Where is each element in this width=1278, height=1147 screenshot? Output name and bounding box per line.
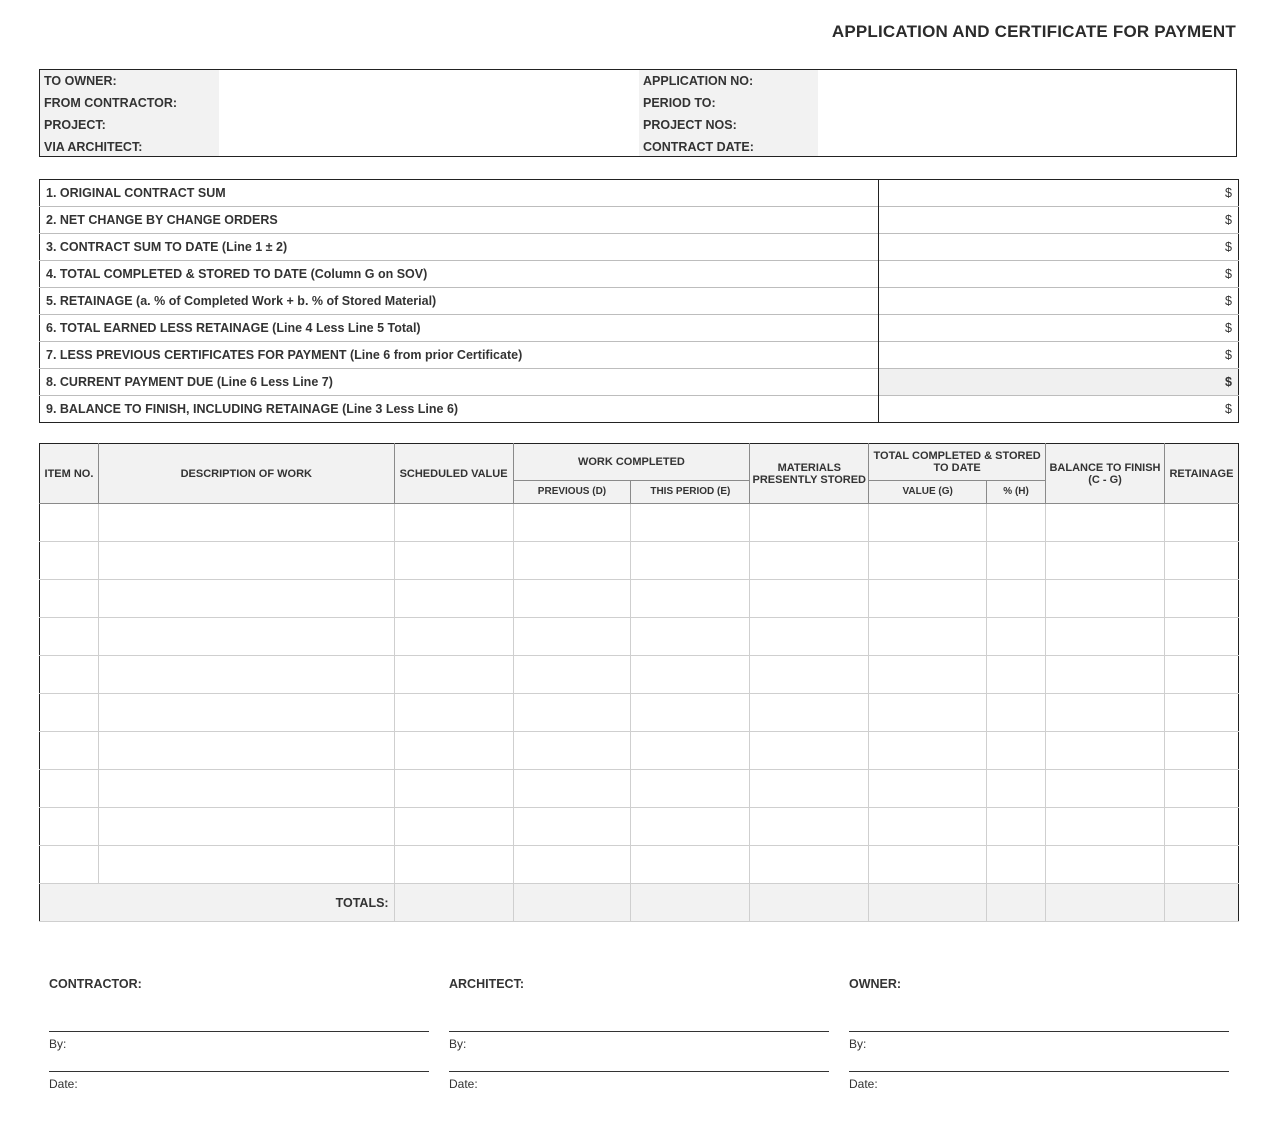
table-cell[interactable]	[1164, 504, 1238, 542]
architect-signature-block	[449, 977, 829, 1091]
signature-role: OWNER:	[849, 977, 902, 991]
right-labels	[639, 70, 818, 156]
table-cell[interactable]	[394, 808, 513, 846]
table-cell[interactable]	[98, 808, 394, 846]
summary-amount-field[interactable]: $	[1225, 186, 1232, 200]
table-cell[interactable]	[1164, 542, 1238, 580]
summary-label: 4. TOTAL COMPLETED & STORED TO DATE (Column G on SOV)	[40, 261, 879, 288]
summary-amount-field[interactable]: $	[879, 288, 1239, 315]
totals-label: TOTALS:	[40, 884, 395, 922]
table-cell[interactable]	[750, 732, 869, 770]
table-cell[interactable]	[631, 656, 750, 694]
table-cell[interactable]	[513, 770, 631, 808]
table-row	[40, 656, 1239, 694]
table-cell[interactable]	[631, 808, 750, 846]
work-completed-header: WORK COMPLETED	[513, 444, 750, 481]
summary-row	[40, 342, 1239, 369]
table-cell[interactable]	[1046, 618, 1165, 656]
description-header: DESCRIPTION OF WORK	[98, 444, 394, 504]
table-row	[40, 846, 1239, 884]
table-cell[interactable]	[98, 504, 394, 542]
application-no-label: APPLICATION NO:	[643, 74, 754, 88]
total-cell[interactable]	[394, 884, 513, 922]
table-row	[40, 504, 1239, 542]
table-cell[interactable]	[869, 542, 987, 580]
scheduled-value-header: SCHEDULED VALUE	[394, 444, 513, 504]
table-cell[interactable]	[394, 846, 513, 884]
date-label: Date:	[849, 1077, 878, 1091]
table-cell[interactable]	[394, 542, 513, 580]
schedule-of-values-table	[39, 443, 1239, 922]
summary-label: 7. LESS PREVIOUS CERTIFICATES FOR PAYMENT (Line 6 from prior Certificate)	[40, 342, 879, 369]
summary-label: 8. CURRENT PAYMENT DUE (Line 6 Less Line 7)	[40, 369, 879, 396]
signature-role: ARCHITECT:	[449, 977, 524, 991]
table-cell[interactable]	[40, 808, 99, 846]
table-cell[interactable]	[394, 770, 513, 808]
item-no-header: ITEM NO.	[40, 444, 99, 504]
sov-body	[40, 504, 1239, 922]
table-cell[interactable]	[987, 504, 1046, 542]
summary-amount-field[interactable]: $	[879, 342, 1239, 369]
table-cell[interactable]	[40, 504, 99, 542]
retainage-header: RETAINAGE	[1164, 444, 1238, 504]
summary-row	[40, 315, 1239, 342]
table-cell[interactable]	[750, 770, 869, 808]
total-cell[interactable]	[631, 884, 750, 922]
table-cell[interactable]	[750, 808, 869, 846]
left-labels	[40, 70, 219, 156]
contract-date-label: CONTRACT DATE:	[643, 140, 754, 154]
table-row	[40, 770, 1239, 808]
table-cell[interactable]	[513, 542, 631, 580]
table-cell[interactable]	[1046, 846, 1165, 884]
table-cell[interactable]	[1164, 770, 1238, 808]
table-cell[interactable]	[869, 504, 987, 542]
summary-amount-field[interactable]: $	[879, 315, 1239, 342]
table-cell[interactable]	[987, 618, 1046, 656]
page-title: APPLICATION AND CERTIFICATE FOR PAYMENT	[831, 22, 1236, 41]
table-cell[interactable]	[1164, 808, 1238, 846]
payment-summary-table	[39, 179, 1239, 423]
summary-amount-field[interactable]: $	[879, 369, 1239, 396]
summary-amount-field[interactable]: $	[879, 207, 1239, 234]
table-cell[interactable]	[513, 732, 631, 770]
project-nos-label: PROJECT NOS:	[643, 118, 737, 132]
table-cell[interactable]	[1046, 542, 1165, 580]
table-cell[interactable]	[394, 732, 513, 770]
summary-row	[40, 261, 1239, 288]
via-architect-label: VIA ARCHITECT:	[44, 140, 143, 154]
summary-label: 6. TOTAL EARNED LESS RETAINAGE (Line 4 Less Line 5 Total)	[40, 315, 879, 342]
table-cell[interactable]	[394, 694, 513, 732]
summary-row	[40, 288, 1239, 315]
table-row	[40, 580, 1239, 618]
table-cell[interactable]	[40, 618, 99, 656]
table-cell[interactable]	[1164, 618, 1238, 656]
table-cell[interactable]	[750, 580, 869, 618]
table-cell[interactable]	[513, 504, 631, 542]
summary-amount-field[interactable]: $	[879, 261, 1239, 288]
table-cell[interactable]	[98, 770, 394, 808]
this-period-header: THIS PERIOD (E)	[631, 481, 750, 504]
table-cell[interactable]	[631, 580, 750, 618]
table-cell[interactable]	[1046, 694, 1165, 732]
table-cell[interactable]	[987, 580, 1046, 618]
date-line[interactable]	[849, 1071, 1229, 1072]
total-cell[interactable]	[869, 884, 987, 922]
table-row	[40, 542, 1239, 580]
table-cell[interactable]	[40, 732, 99, 770]
by-label: By:	[449, 1037, 467, 1051]
table-cell[interactable]	[750, 618, 869, 656]
table-cell[interactable]	[513, 846, 631, 884]
signature-line[interactable]	[849, 1031, 1229, 1032]
summary-label: 1. ORIGINAL CONTRACT SUM	[40, 180, 879, 207]
signature-line[interactable]	[49, 1031, 429, 1032]
table-cell[interactable]	[987, 732, 1046, 770]
table-cell[interactable]	[987, 770, 1046, 808]
total-completed-header: TOTAL COMPLETED & STORED TO DATE	[869, 444, 1046, 481]
table-cell[interactable]	[394, 504, 513, 542]
table-cell[interactable]	[869, 732, 987, 770]
table-cell[interactable]	[513, 656, 631, 694]
project-label: PROJECT:	[44, 118, 106, 132]
table-cell[interactable]	[513, 618, 631, 656]
period-to-label: PERIOD TO:	[643, 96, 716, 110]
table-cell[interactable]	[1046, 580, 1165, 618]
table-cell[interactable]	[1046, 770, 1165, 808]
table-cell[interactable]	[750, 846, 869, 884]
signature-role: CONTRACTOR:	[49, 977, 142, 991]
signature-line[interactable]	[449, 1031, 829, 1032]
table-cell[interactable]	[631, 846, 750, 884]
summary-label: 2. NET CHANGE BY CHANGE ORDERS	[40, 207, 879, 234]
table-cell[interactable]	[394, 580, 513, 618]
table-cell[interactable]	[40, 770, 99, 808]
header-info-box	[39, 69, 1237, 157]
summary-row-current-payment	[40, 369, 1239, 396]
table-cell[interactable]	[40, 542, 99, 580]
table-cell[interactable]	[1164, 732, 1238, 770]
table-cell[interactable]	[513, 808, 631, 846]
table-row	[40, 618, 1239, 656]
summary-row	[40, 207, 1239, 234]
balance-to-finish-header: BALANCE TO FINISH (C - G)	[1046, 444, 1165, 504]
summary-label: 5. RETAINAGE (a. % of Completed Work + b. % of Stored Material)	[40, 288, 879, 315]
table-cell[interactable]	[750, 504, 869, 542]
table-cell[interactable]	[1164, 846, 1238, 884]
table-cell[interactable]	[987, 846, 1046, 884]
date-line[interactable]	[49, 1071, 429, 1072]
table-cell[interactable]	[98, 542, 394, 580]
date-label: Date:	[449, 1077, 478, 1091]
table-cell[interactable]	[40, 694, 99, 732]
table-cell[interactable]	[869, 580, 987, 618]
table-cell[interactable]	[631, 694, 750, 732]
table-cell[interactable]	[869, 694, 987, 732]
table-cell[interactable]	[513, 694, 631, 732]
table-cell[interactable]	[1046, 732, 1165, 770]
totals-row	[40, 884, 1239, 922]
table-cell[interactable]	[1164, 580, 1238, 618]
table-cell[interactable]	[631, 504, 750, 542]
total-cell[interactable]	[987, 884, 1046, 922]
by-label: By:	[49, 1037, 67, 1051]
table-cell[interactable]	[631, 732, 750, 770]
table-cell[interactable]	[750, 694, 869, 732]
from-contractor-label: FROM CONTRACTOR:	[44, 96, 178, 110]
table-row	[40, 694, 1239, 732]
table-cell[interactable]	[869, 618, 987, 656]
total-cell[interactable]	[1164, 884, 1238, 922]
table-cell[interactable]	[987, 808, 1046, 846]
table-cell[interactable]	[631, 542, 750, 580]
table-cell[interactable]	[98, 732, 394, 770]
date-label: Date:	[49, 1077, 78, 1091]
table-cell[interactable]	[869, 770, 987, 808]
table-cell[interactable]	[98, 694, 394, 732]
table-cell[interactable]	[394, 618, 513, 656]
summary-row	[40, 396, 1239, 423]
to-owner-label: TO OWNER:	[44, 74, 117, 88]
table-cell[interactable]	[98, 580, 394, 618]
total-cell[interactable]	[750, 884, 869, 922]
table-row	[40, 808, 1239, 846]
summary-label: 3. CONTRACT SUM TO DATE (Line 1 ± 2)	[40, 234, 879, 261]
table-cell[interactable]	[750, 656, 869, 694]
table-cell[interactable]	[1046, 504, 1165, 542]
table-cell[interactable]	[1164, 656, 1238, 694]
table-cell[interactable]	[40, 846, 99, 884]
table-cell[interactable]	[40, 656, 99, 694]
table-cell[interactable]	[1046, 808, 1165, 846]
table-cell[interactable]	[40, 580, 99, 618]
table-cell[interactable]	[750, 542, 869, 580]
by-label: By:	[849, 1037, 867, 1051]
owner-signature-block	[849, 977, 1229, 1091]
previous-header: PREVIOUS (D)	[513, 481, 631, 504]
table-row	[40, 732, 1239, 770]
table-cell[interactable]	[631, 770, 750, 808]
table-cell[interactable]	[98, 846, 394, 884]
table-cell[interactable]	[98, 656, 394, 694]
table-cell[interactable]	[869, 846, 987, 884]
total-cell[interactable]	[1046, 884, 1165, 922]
table-cell[interactable]	[513, 580, 631, 618]
value-header: VALUE (G)	[869, 481, 987, 504]
table-cell[interactable]	[98, 618, 394, 656]
table-cell[interactable]	[987, 656, 1046, 694]
percent-header: % (H)	[987, 481, 1046, 504]
summary-row	[40, 180, 1239, 207]
summary-label: 9. BALANCE TO FINISH, INCLUDING RETAINAGE (Line 3 Less Line 6)	[40, 396, 879, 423]
materials-stored-header: MATERIALS PRESENTLY STORED	[750, 444, 869, 504]
summary-row	[40, 234, 1239, 261]
contractor-signature-block	[49, 977, 429, 1091]
total-cell[interactable]	[513, 884, 631, 922]
table-cell[interactable]	[394, 656, 513, 694]
table-cell[interactable]	[631, 618, 750, 656]
table-cell[interactable]	[869, 808, 987, 846]
summary-amount-field[interactable]: $	[879, 234, 1239, 261]
table-cell[interactable]	[1046, 656, 1165, 694]
date-line[interactable]	[449, 1071, 829, 1072]
table-cell[interactable]	[987, 542, 1046, 580]
summary-amount-field[interactable]: $	[879, 396, 1239, 423]
table-cell[interactable]	[1164, 694, 1238, 732]
table-cell[interactable]	[869, 656, 987, 694]
table-cell[interactable]	[987, 694, 1046, 732]
